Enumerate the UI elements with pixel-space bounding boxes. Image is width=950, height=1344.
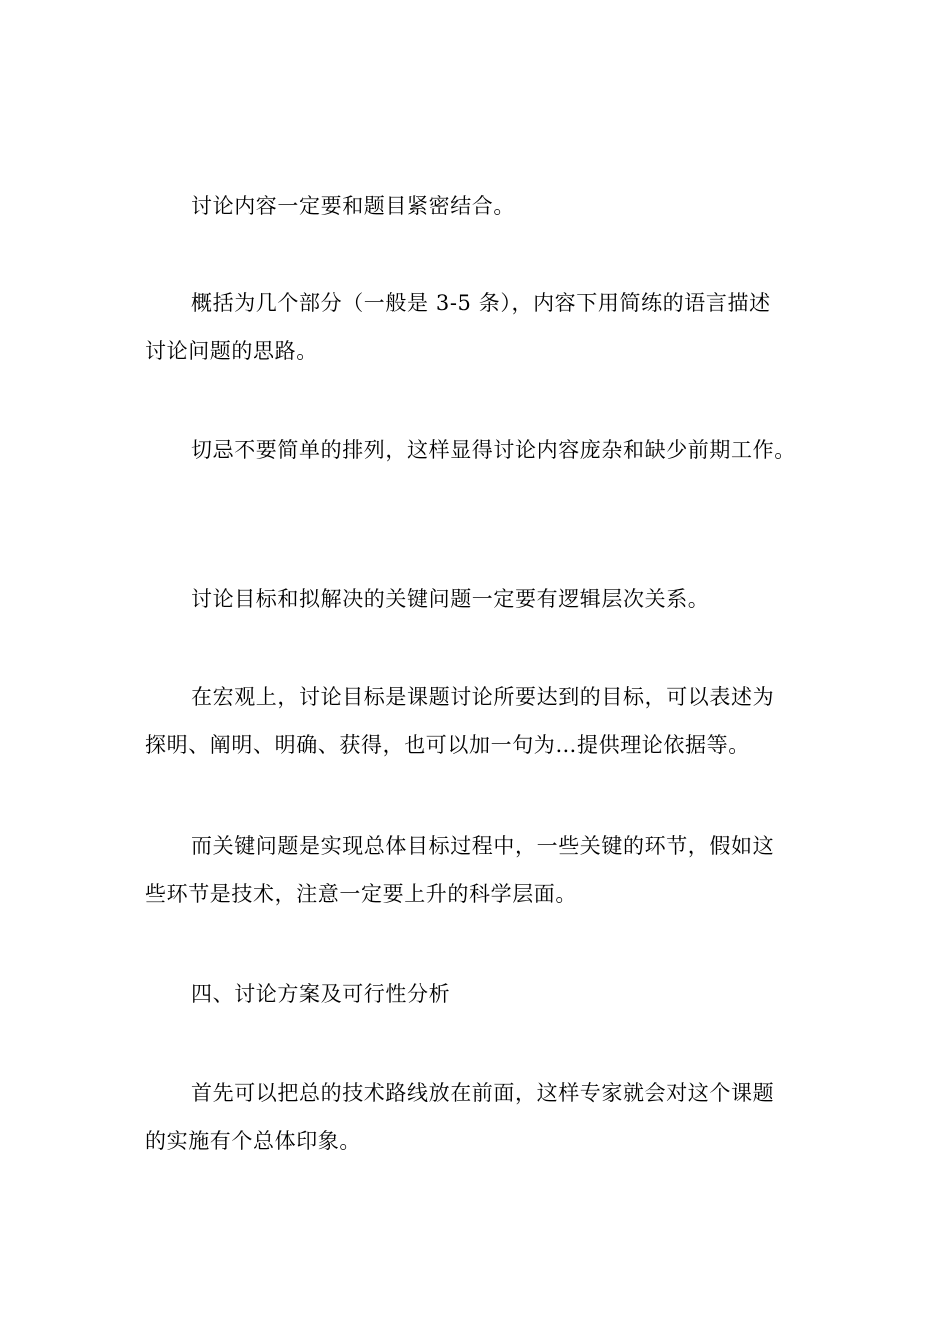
paragraph-4: [145, 575, 825, 623]
section-heading-text: 四、讨论方案及可行性分析: [191, 982, 451, 1006]
paragraph-8-line-2: 的实施有个总体印象。: [145, 1129, 361, 1153]
paragraph-5-line-1: 在宏观上，讨论目标是课题讨论所要达到的目标，可以表述为: [191, 685, 775, 709]
paragraph-4-line-1: 讨论目标和拟解决的关键问题一定要有逻辑层次关系。: [191, 587, 710, 611]
paragraph-3-line-1: 切忌不要简单的排列，这样显得讨论内容庞杂和缺少前期工作。: [191, 438, 796, 462]
paragraph-8-line-1: 首先可以把总的技术路线放在前面，这样专家就会对这个课题: [191, 1081, 775, 1105]
paragraph-2-line-2: 讨论问题的思路。: [145, 339, 318, 363]
paragraph-3: [145, 426, 825, 474]
section-heading: [145, 970, 825, 1018]
paragraph-2: [145, 279, 825, 375]
paragraph-5: [145, 673, 825, 769]
paragraph-1: [145, 182, 825, 230]
paragraph-6-line-2: 些环节是技术，注意一定要上升的科学层面。: [145, 882, 577, 906]
paragraph-8: [145, 1069, 825, 1165]
paragraph-1-line-1: 讨论内容一定要和题目紧密结合。: [191, 194, 515, 218]
paragraph-6-line-1: 而关键问题是实现总体目标过程中，一些关键的环节，假如这: [191, 834, 775, 858]
paragraph-6: [145, 822, 825, 918]
paragraph-2-line-1: 概括为几个部分（一般是 3-5 条），内容下用简练的语言描述: [191, 291, 771, 315]
paragraph-5-line-2: 探明、阐明、明确、获得，也可以加一句为…提供理论依据等。: [145, 733, 750, 757]
